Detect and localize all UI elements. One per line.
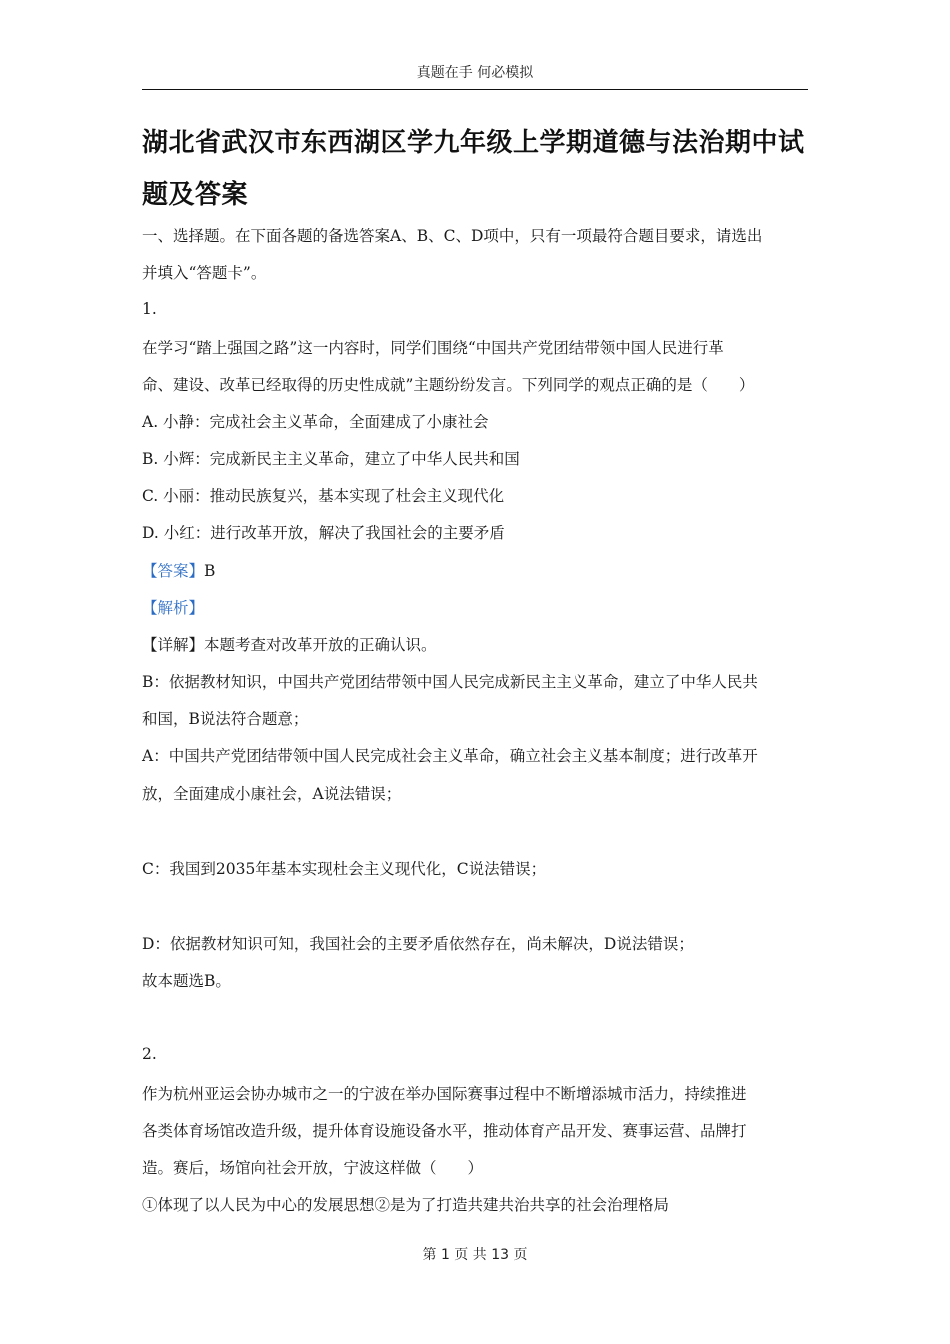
page-header: 真题在手 何必模拟 (416, 65, 534, 81)
answer-label: 【答案】 (142, 562, 205, 580)
q1-explain-a-line-1: A：中国共产党团结带领中国人民完成社会主义革命，确立社会主义基本制度；进行改革开 (142, 747, 758, 765)
q1-option-c: C. 小丽：推动民族复兴，基本实现了杜会主义现代化 (142, 487, 505, 505)
doc-title-line-1: 湖北省武汉市东西湖区学九年级上学期道德与法治期中试 (142, 128, 805, 158)
page-footer: 第 1 页 共 13 页 (422, 1247, 528, 1263)
q2-stem-line-2: 各类体育场馆改造升级，提升体育设施设备水平，推动体育产品开发、赛事运营、品牌打 (142, 1122, 747, 1140)
header-rule (142, 89, 808, 90)
q2-items: ①体现了以人民为中心的发展思想②是为了打造共建共治共享的社会治理格局 (142, 1196, 670, 1214)
q1-stem-line-2: 命、建设、改革已经取得的历史性成就”主题纷纷发言。下列同学的观点正确的是（ ） (142, 376, 755, 394)
q1-stem-line-1: 在学习“踏上强国之路”这一内容时，同学们围绕“中国共产党团结带领中国人民进行革 (142, 339, 724, 357)
q1-explain-a-line-2: 放，全面建成小康社会，A说法错误； (142, 785, 402, 803)
q1-conclusion: 故本题选B。 (142, 972, 231, 990)
q1-option-d: D. 小红：进行改革开放，解决了我国社会的主要矛盾 (142, 524, 505, 542)
q1-explain-b-line-2: 和国，B说法符合题意； (142, 710, 309, 728)
q1-explain-b-line-1: B：依据教材知识，中国共产党团结带领中国人民完成新民主主义革命，建立了中华人民共 (142, 673, 758, 691)
q1-explain-c: C：我国到2035年基本实现杜会主义现代化，C说法错误； (142, 860, 547, 878)
section-instruction-line-2: 并填入“答题卡”。 (142, 264, 267, 282)
q1-explain-d: D：依据教材知识可知，我国社会的主要矛盾依然存在，尚未解决，D说法错误； (142, 935, 694, 953)
answer-value: B (204, 562, 216, 580)
q2-number: 2. (142, 1045, 157, 1063)
section-instruction-line-1: 一、选择题。在下面各题的备选答案A、B、C、D项中，只有一项最符合题目要求，请选出 (142, 227, 763, 245)
q1-detail: 【详解】本题考查对改革开放的正确认识。 (142, 636, 437, 654)
doc-title-line-2: 题及答案 (142, 180, 249, 210)
q1-number: 1. (142, 300, 157, 318)
q1-analysis-label: 【解析】 (142, 599, 205, 617)
q1-option-a: A. 小静：完成社会主义革命，全面建成了小康社会 (142, 413, 489, 431)
q1-option-b: B. 小辉：完成新民主主义革命，建立了中华人民共和国 (142, 450, 520, 468)
q2-stem-line-1: 作为杭州亚运会协办城市之一的宁波在举办国际赛事过程中不断增添城市活力，持续推进 (142, 1085, 747, 1103)
q2-stem-line-3: 造。赛后，场馆向社会开放，宁波这样做（ ） (142, 1159, 484, 1177)
q1-answer (142, 559, 215, 581)
